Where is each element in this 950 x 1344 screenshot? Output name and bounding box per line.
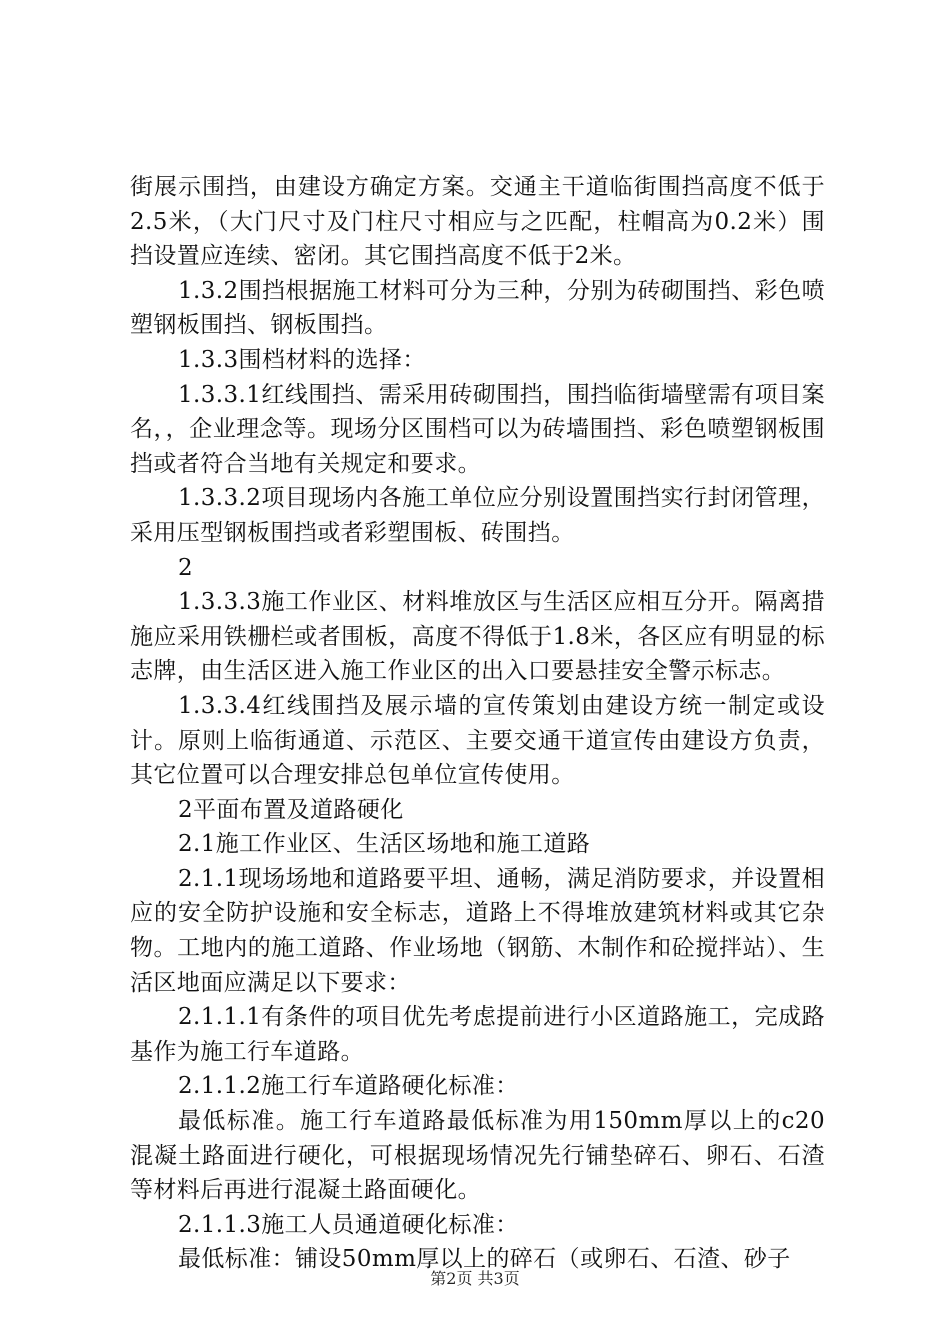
paragraph: 街展示围挡，由建设方确定方案。交通主干道临街围挡高度不低于2.5米，（大门尺寸及门柱尺寸相应与之匹配，柱帽高为0.2米）围挡设置应连续、密闭。其它围挡高度不低于2米。: [130, 174, 825, 270]
paragraph: 2.1.1现场场地和道路要平坦、通畅，满足消防要求，并设置相应的安全防护设施和安全标志，道路上不得堆放建筑材料或其它杂物。工地内的施工道路、作业场地（钢筋、木制作和砼搅拌站）、生活区地面应满足以下要求：: [130, 865, 825, 996]
paragraph: 1.3.3.1红线围挡、需采用砖砌围挡，围挡临街墙壁需有项目案名，，企业理念等。现场分区围档可以为砖墙围挡、彩色喷塑钢板围挡或者符合当地有关规定和要求。: [130, 381, 825, 477]
document-body: [130, 170, 825, 1277]
subsection-heading: 2.1施工作业区、生活区场地和施工道路: [178, 831, 591, 858]
paragraph: 2.1.1.1有条件的项目优先考虑提前进行小区道路施工，完成路基作为施工行车道路。: [130, 1004, 825, 1065]
paragraph: 1.3.3.2项目现场内各施工单位应分别设置围挡实行封闭管理，采用压型钢板围挡或者彩塑围板、砖围挡。: [130, 485, 825, 546]
paragraph: 1.3.3围档材料的选择：: [178, 346, 426, 373]
paragraph: 2.1.1.3施工人员通道硬化标准：: [178, 1211, 519, 1238]
page-footer: 第2页 共3页: [430, 1269, 520, 1288]
paragraph: 1.3.3.3施工作业区、材料堆放区与生活区应相互分开。隔离措施应采用铁栅栏或者围板，高度不得低于1.8米，各区应有明显的标志牌，由生活区进入施工作业区的出入口要悬挂安全警示标志。: [130, 589, 825, 685]
section-heading: 2平面布置及道路硬化: [178, 796, 404, 823]
page-number-inline: 2: [178, 554, 194, 581]
paragraph: 1.3.3.4红线围挡及展示墙的宣传策划由建设方统一制定或设计。原则上临街通道、示范区、主要交通干道宣传由建设方负责，其它位置可以合理安排总包单位宣传使用。: [130, 692, 825, 789]
paragraph: 最低标准。施工行车道路最低标准为用150mm厚以上的c20混凝土路面进行硬化，可根据现场情况先行铺垫碎石、卵石、石渣等材料后再进行混凝土路面硬化。: [130, 1108, 825, 1204]
paragraph: 1.3.2围挡根据施工材料可分为三种，分别为砖砌围挡、彩色喷塑钢板围挡、钢板围挡。: [130, 277, 825, 339]
paragraph: 2.1.1.2施工行车道路硬化标准：: [178, 1073, 519, 1100]
paragraph: 最低标准：铺设50mm厚以上的碎石（或卵石、石渣、砂子: [178, 1246, 791, 1273]
